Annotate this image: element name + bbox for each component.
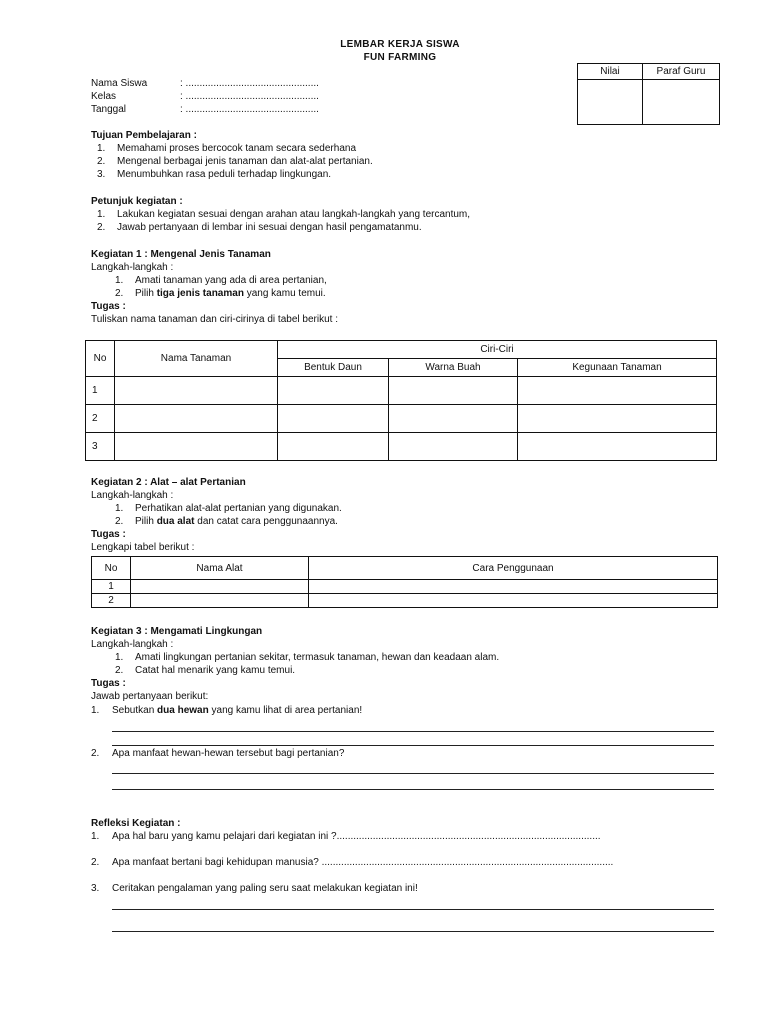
list-item: 1. Amati tanaman yang ada di area pertanian, [115,275,327,286]
list-item: 2. Catat hal menarik yang kamu temui. [115,665,296,676]
k1-tugas-text: Tuliskan nama tanaman dan ciri-cirinya di tabel berikut : [91,314,338,325]
plant-table-header-name: Nama Tanaman [115,341,278,377]
list-item: 1. Amati lingkungan pertanian sekitar, termasuk tanaman, hewan dan keadaan alam. [115,652,500,663]
question-item: 3. Ceritakan pengalaman yang paling seru saat melakukan kegiatan ini! [91,883,418,894]
plant-table-header-fruit: Warna Buah [389,359,518,377]
refleksi-heading: Refleksi Kegiatan : [91,818,181,829]
identity-field-class[interactable]: : ................................................ [180,91,319,102]
list-item: 1. Memahami proses bercocok tanam secara sederhana [97,143,357,154]
table-row [92,580,718,594]
answer-cell[interactable] [131,580,309,594]
answer-cell[interactable] [115,377,278,405]
k3-heading: Kegiatan 3 : Mengamati Lingkungan [91,626,263,637]
k3-tugas: Tugas : [91,678,126,689]
list-item: 1. Lakukan kegiatan sesuai dengan arahan atau langkah-langkah yang tercantum, [97,209,471,220]
petunjuk-heading: Petunjuk kegiatan : [91,196,183,207]
page-title: LEMBAR KERJA SISWA [340,39,460,50]
tujuan-heading: Tujuan Pembelajaran : [91,130,197,141]
k2-tugas-text: Lengkapi tabel berikut : [91,542,195,553]
plant-table-header-leaf: Bentuk Daun [278,359,389,377]
k1-tugas: Tugas : [91,301,126,312]
plant-table-header-ciri: Ciri-Ciri [278,341,717,359]
answer-cell[interactable] [278,377,389,405]
grade-header-nilai: Nilai [578,64,643,80]
identity-field-date[interactable]: : ................................................ [180,104,319,115]
table-row [86,405,717,433]
answer-cell[interactable] [115,433,278,461]
list-item: 2. Jawab pertanyaan di lembar ini sesuai dengan hasil pengamatanmu. [97,222,422,233]
table-row [92,594,718,608]
list-item: 1. Perhatikan alat-alat pertanian yang digunakan. [115,503,342,514]
list-item: 2. Pilih tiga jenis tanaman yang kamu temui. [115,288,326,299]
answer-line[interactable] [112,745,714,746]
page-subtitle: FUN FARMING [363,52,437,63]
answer-line[interactable] [112,789,714,790]
row-number: 2 [86,405,115,433]
k2-langkah: Langkah-langkah : [91,490,174,501]
answer-cell[interactable] [309,580,718,594]
plant-table-header-use: Kegunaan Tanaman [518,359,717,377]
k3-tugas-text: Jawab pertanyaan berikut: [91,691,209,702]
tool-table-header-name: Nama Alat [131,557,309,580]
k1-langkah: Langkah-langkah : [91,262,174,273]
table-row [86,377,717,405]
answer-line[interactable] [112,909,714,910]
list-item: 3. Menumbuhkan rasa peduli terhadap lingkungan. [97,169,332,180]
identity-label-date: Tanggal [91,104,127,115]
answer-cell[interactable] [389,377,518,405]
identity-label-name: Nama Siswa [91,78,148,89]
grade-header-paraf: Paraf Guru [643,64,720,80]
table-row [86,433,717,461]
identity-label-class: Kelas [91,91,117,102]
answer-cell[interactable] [389,405,518,433]
answer-cell[interactable] [278,405,389,433]
tool-table [91,556,718,608]
question-item: 1. Apa hal baru yang kamu pelajari dari kegiatan ini ?............................................................................................... [91,831,601,842]
grade-box [577,63,720,125]
row-number: 2 [92,594,131,608]
question-item: 2. Apa manfaat hewan-hewan tersebut bagi pertanian? [91,748,345,759]
question-item: 1. Sebutkan dua hewan yang kamu lihat di area pertanian! [91,705,363,716]
tool-table-header-no: No [92,557,131,580]
list-item: 2. Pilih dua alat dan catat cara penggunaannya. [115,516,338,527]
plant-table [85,340,717,461]
k2-tugas: Tugas : [91,529,126,540]
grade-cell-nilai[interactable] [578,80,643,125]
answer-cell[interactable] [278,433,389,461]
k3-langkah: Langkah-langkah : [91,639,174,650]
answer-cell[interactable] [518,377,717,405]
grade-cell-paraf[interactable] [643,80,720,125]
row-number: 1 [86,377,115,405]
k1-heading: Kegiatan 1 : Mengenal Jenis Tanaman [91,249,271,260]
row-number: 3 [86,433,115,461]
answer-line[interactable] [112,731,714,732]
answer-cell[interactable] [518,433,717,461]
tool-table-header-usage: Cara Penggunaan [309,557,718,580]
answer-line[interactable] [112,931,714,932]
answer-line[interactable] [112,773,714,774]
k2-heading: Kegiatan 2 : Alat – alat Pertanian [91,477,246,488]
plant-table-header-no: No [86,341,115,377]
answer-cell[interactable] [518,405,717,433]
list-item: 2. Mengenal berbagai jenis tanaman dan alat-alat pertanian. [97,156,373,167]
answer-cell[interactable] [131,594,309,608]
answer-cell[interactable] [115,405,278,433]
answer-cell[interactable] [309,594,718,608]
identity-field-name[interactable]: : ................................................ [180,78,319,89]
question-item: 2. Apa manfaat bertani bagi kehidupan manusia? ......................................................................................................... [91,857,614,868]
row-number: 1 [92,580,131,594]
answer-cell[interactable] [389,433,518,461]
